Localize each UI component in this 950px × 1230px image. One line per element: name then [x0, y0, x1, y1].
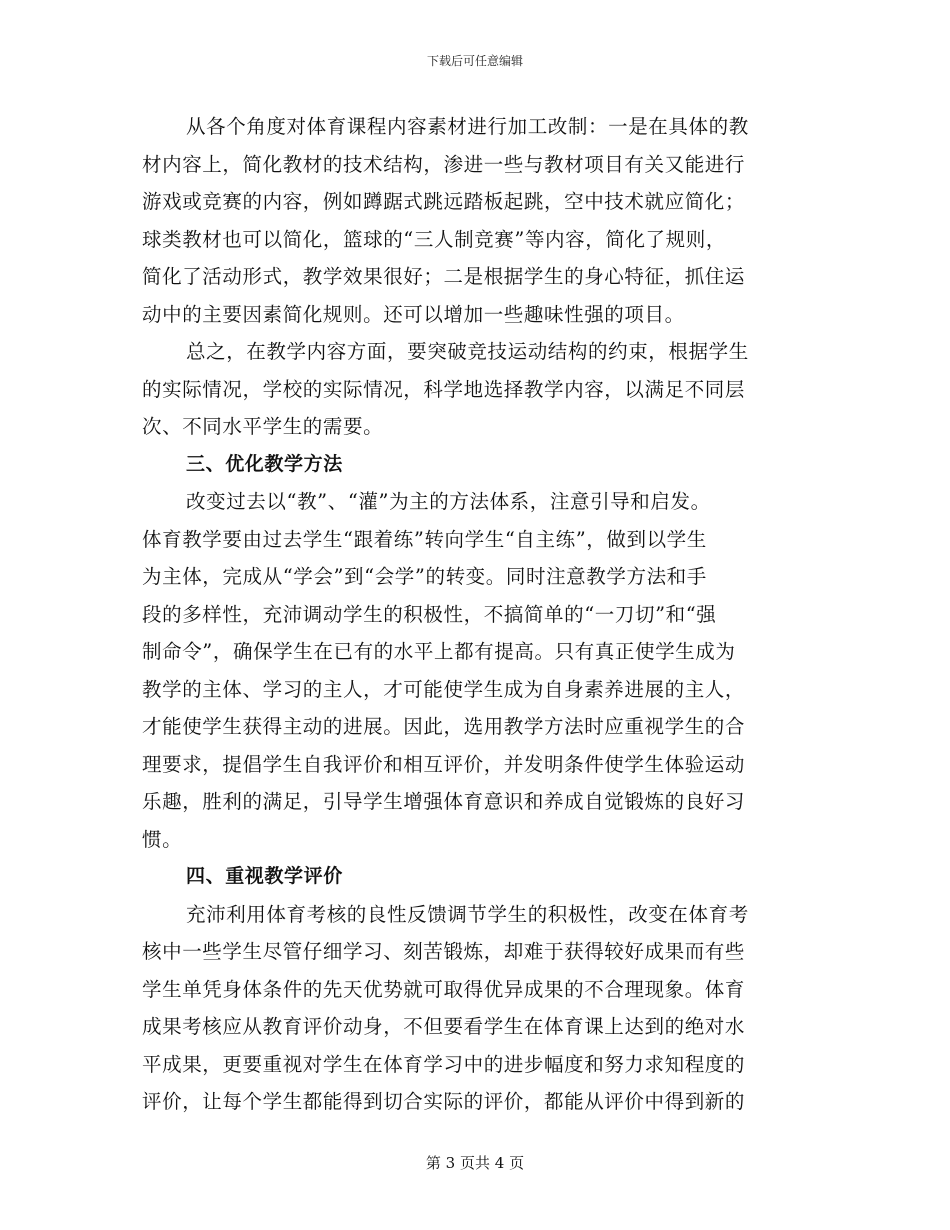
document-body [142, 108, 802, 1121]
paragraph-line: 充沛利用体育考核的良性反馈调节学生的积极性，改变在体育考 [186, 902, 749, 926]
page-number: 第 3 页共 4 页 [425, 1154, 525, 1172]
paragraph-line: 理要求，提倡学生自我评价和相互评价，并发明条件使学生体验运动 [142, 752, 746, 776]
paragraph-line: 球类教材也可以简化，篮球的“三人制竞赛”等内容，简化了规则， [142, 227, 726, 251]
paragraph-line: 成果考核应从教育评价动身，不但要看学生在体育课上达到的绝对水 [142, 1015, 746, 1038]
paragraph-line: 制命令”，确保学生在已有的水平上都有提高。只有真正使学生成为 [142, 640, 736, 663]
paragraph-line: 从各个角度对体育课程内容素材进行加工改制：一是在具体的教 [186, 115, 749, 138]
paragraph-line: 次、不同水平学生的需要。 [142, 415, 384, 438]
paragraph-line: 简化了活动形式，教学效果很好；二是根据学生的身心特征，抓住运 [142, 265, 746, 288]
paragraph-line: 总之，在教学内容方面，要突破竞技运动结构的约束，根据学生 [186, 340, 749, 363]
section-heading: 四、重视教学评价 [186, 865, 343, 887]
paragraph-line: 为主体，完成从“学会”到“会学”的转变。同时注意教学方法和手 [142, 565, 707, 588]
paragraph-line: 平成果，更要重视对学生在体育学习中的进步幅度和努力求知程度的 [142, 1052, 746, 1076]
paragraph-line: 核中一些学生尽管仔细学习、刻苦锻炼，却难于获得较好成果而有些 [142, 940, 746, 963]
paragraph-line: 游戏或竞赛的内容，例如蹲踞式跳远踏板起跳，空中技术就应简化； [142, 190, 746, 213]
paragraph-line: 动中的主要因素简化规则。还可以增加一些趣味性强的项目。 [142, 302, 685, 326]
page-header: 下载后可任意编辑 [426, 54, 523, 68]
paragraph-line: 的实际情况，学校的实际情况，科学地选择教学内容，以满足不同层 [142, 377, 746, 401]
paragraph-line: 评价，让每个学生都能得到切合实际的评价，都能从评价中得到新的 [142, 1090, 746, 1113]
paragraph-line: 学生单凭身体条件的先天优势就可取得优异成果的不合理现象。体育 [142, 977, 746, 1001]
paragraph-line: 段的多样性，充沛调动学生的积极性，不搞简单的“一刀切”和“强 [142, 602, 717, 626]
paragraph-line: 材内容上，简化教材的技术结构，渗进一些与教材项目有关又能进行 [142, 152, 746, 176]
paragraph-line: 才能使学生获得主动的进展。因此，选用教学方法时应重视学生的合 [142, 715, 746, 738]
paragraph-line: 改变过去以“教”、“灌”为主的方法体系，注意引导和启发。 [186, 490, 711, 513]
paragraph-line: 惯。 [142, 827, 183, 851]
paragraph-line: 乐趣，胜利的满足，引导学生增强体育意识和养成自觉锻炼的良好习 [142, 790, 746, 813]
paragraph-line: 教学的主体、学习的主人，才可能使学生成为自身素养进展的主人， [142, 677, 746, 701]
section-heading: 三、优化教学方法 [186, 452, 343, 475]
paragraph-line: 体育教学要由过去学生“跟着练”转向学生“自主练”，做到以学生 [142, 527, 707, 551]
